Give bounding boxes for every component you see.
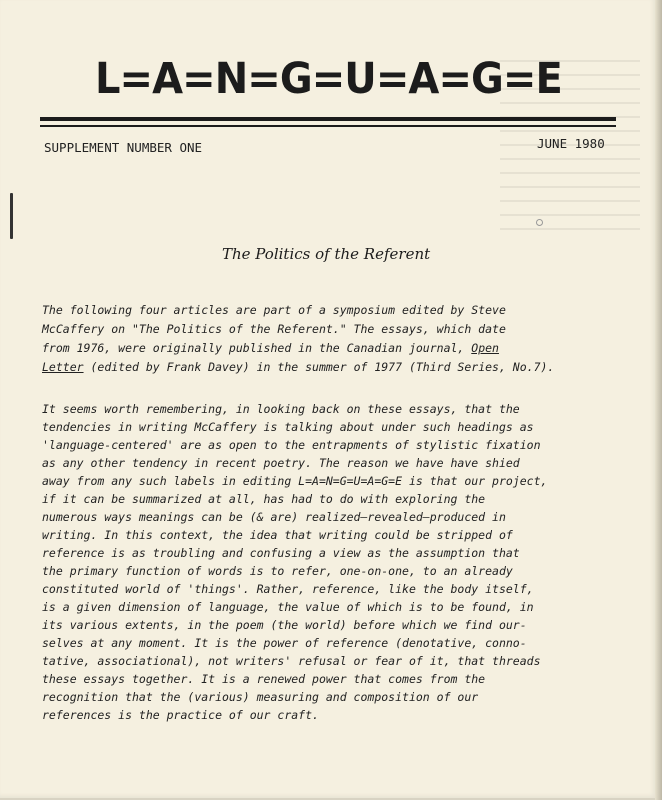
intro-line: McCaffery on "The Politics of the Referent." The essays, which date: [42, 322, 506, 336]
masthead-rule-thin: [40, 125, 616, 127]
body-line: is a given dimension of language, the value of which is to be found, in: [42, 600, 534, 614]
intro-line-start: from 1976, were originally published in the Canadian journal,: [42, 341, 472, 355]
body-line: numerous ways meanings can be (& are) realized—revealed—produced in: [42, 510, 506, 524]
body-line: 'language-centered' are as open to the entrapments of stylistic fixation: [42, 438, 541, 452]
body-line: constituted world of 'things'. Rather, reference, like the body itself,: [42, 582, 534, 596]
body-line: tendencies in writing McCaffery is talking about under such headings as: [42, 420, 534, 434]
article-subtitle: The Politics of the Referent: [222, 245, 431, 263]
intro-line-end: (edited by Frank Davey) in the summer of 1977 (Third Series, No.7).: [83, 360, 555, 374]
intro-line: The following four articles are part of a symposium edited by Steve: [42, 303, 506, 317]
body-line: if it can be summarized at all, has had to do with exploring the: [42, 492, 486, 506]
body-line: selves at any moment. It is the power of reference (denotative, conno-: [42, 636, 527, 650]
body-line: as any other tendency in recent poetry. The reason we have have shied: [42, 456, 520, 470]
journal-title-open: Open: [471, 341, 499, 355]
body-line: the primary function of words is to refer, one-on-one, to an already: [42, 564, 513, 578]
staple-mark: [10, 193, 13, 239]
intro-line: [42, 362, 554, 374]
intro-line: [42, 343, 499, 355]
body-line: recognition that the (various) measuring and composition of our: [42, 690, 479, 704]
body-line: away from any such labels in editing L=A=N=G=U=A=G=E is that our project,: [42, 474, 548, 488]
body-line: writing. In this context, the idea that writing could be stripped of: [42, 528, 513, 542]
masthead-rule-thick: [40, 117, 616, 121]
body-line: tative, associational), not writers' refusal or fear of it, that threads: [42, 654, 541, 668]
body-line: references is the practice of our craft.: [42, 708, 319, 722]
masthead-logo: L=A=N=G=U=A=G=E: [95, 54, 562, 104]
body-line: reference is as troubling and confusing a view as the assumption that: [42, 546, 520, 560]
page-edge-shadow: [655, 0, 662, 800]
body-line: these essays together. It is a renewed power that comes from the: [42, 672, 486, 686]
body-line: It seems worth remembering, in looking back on these essays, that the: [42, 402, 520, 416]
issue-date: JUNE 1980: [537, 136, 605, 151]
supplement-label: SUPPLEMENT NUMBER ONE: [44, 140, 203, 155]
journal-title-letter: Letter: [42, 360, 84, 374]
paper-speck: [536, 219, 543, 226]
body-line: its various extents, in the poem (the world) before which we find our-: [42, 618, 527, 632]
